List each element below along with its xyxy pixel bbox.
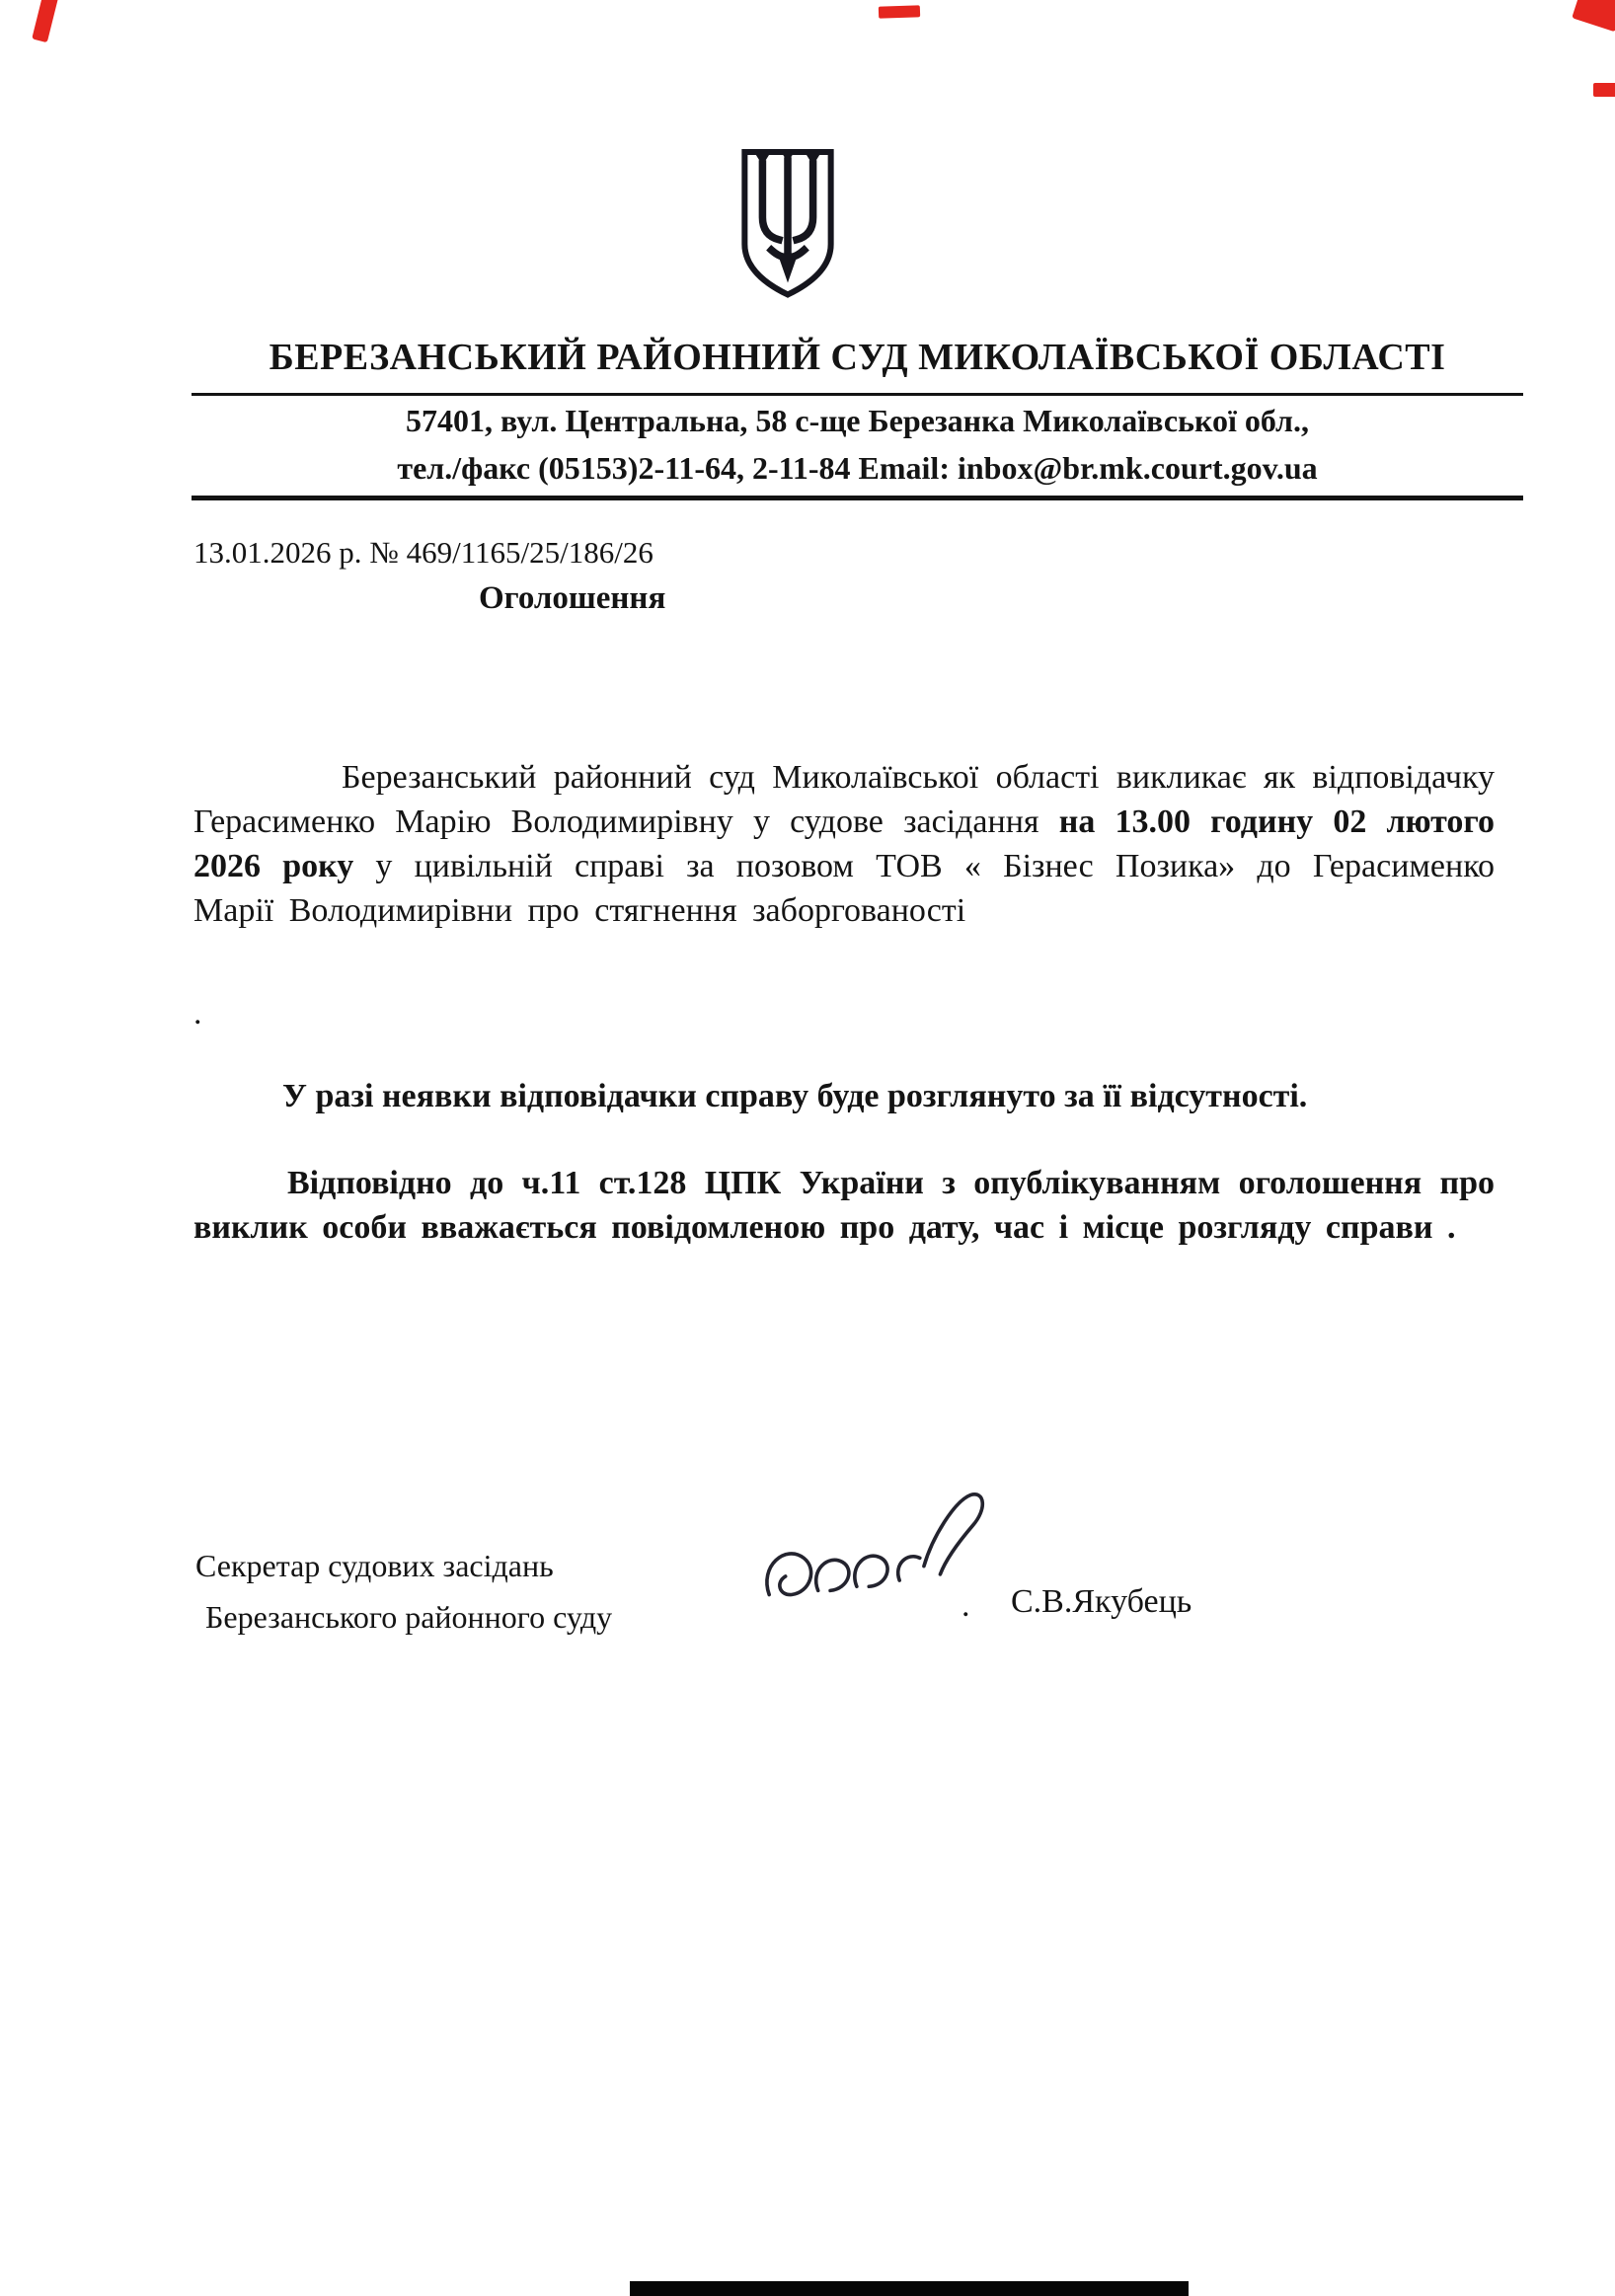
- ukraine-trident-icon: [735, 146, 840, 302]
- signature-period: .: [961, 1587, 970, 1624]
- date-and-case-number: 13.01.2026 р. № 469/1165/25/186/26: [193, 535, 654, 570]
- hearing-datetime-bold: на 13.00 годину 02 лютого 2026 року: [193, 804, 1495, 884]
- scan-artifact-red-right-edge: [1593, 83, 1615, 97]
- signer-role-line-1: Секретар судових засідань: [195, 1548, 554, 1583]
- scan-artifact-red-top-center: [879, 5, 920, 18]
- scan-artifact-bottom-bar: [630, 2281, 1189, 2296]
- court-contacts-line: тел./факс (05153)2-11-64, 2-11-84 Email: inbox@br.mk.court.gov.ua: [397, 450, 1318, 486]
- document-title: Оголошення: [479, 580, 666, 616]
- scan-artifact-red-top-left: [32, 0, 59, 42]
- secretary-name: С.В.Якубець: [1011, 1583, 1192, 1620]
- summons-text-regular: Березанський районний суд Миколаївської області викликає як відповідачку Герасименко Марію Володимирівну у судове засідання: [193, 759, 1495, 840]
- case-description-regular: у цивільній справі за позовом ТОВ « Бізнес Позика» до Герасименко Марії Володимирівни про стягнення заборгованості: [193, 848, 1495, 929]
- scan-artifact-red-top-right: [1572, 0, 1615, 32]
- handwritten-signature: [750, 1481, 1037, 1644]
- signer-role-block: [195, 1540, 612, 1643]
- summons-paragraph: [193, 755, 1495, 933]
- header-divider-thin: [192, 393, 1523, 396]
- signer-role-line-2: Березанського районного суду: [205, 1599, 613, 1635]
- stray-period: .: [193, 995, 202, 1032]
- header-divider-thick: [192, 496, 1523, 500]
- absence-warning-paragraph: У разі неявки відповідачки справу буде розглянуто за її відсутності.: [282, 1078, 1308, 1114]
- legal-basis-paragraph: Відповідно до ч.11 ст.128 ЦПК України з опублікуванням оголошення про виклик особи вважається повідомленою про дату, час і місце розгляду справи .: [193, 1165, 1495, 1246]
- court-name-heading: БЕРЕЗАНСЬКИЙ РАЙОННИЙ СУД МИКОЛАЇВСЬКОЇ ОБЛАСТІ: [269, 337, 1446, 378]
- ukraine-coat-of-arms: [735, 146, 840, 302]
- court-address-line: 57401, вул. Центральна, 58 с-ще Березанка Миколаївської обл.,: [406, 403, 1309, 438]
